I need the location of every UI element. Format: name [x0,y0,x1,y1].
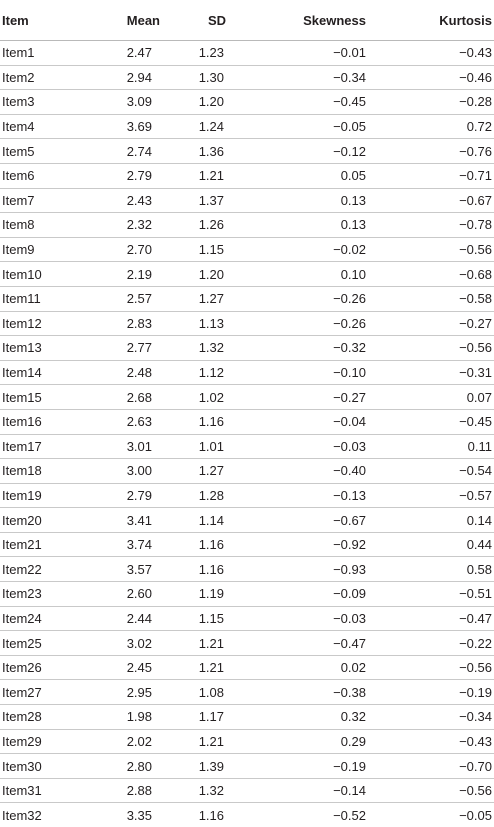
table-row [0,336,494,361]
header-item: Item [0,0,70,41]
cell-kurtosis: 0.14 [374,508,494,533]
cell-skewness: −0.03 [256,434,374,459]
cell-sd: 1.08 [160,680,256,705]
cell-skewness: −0.52 [256,803,374,827]
cell-sd: 1.24 [160,114,256,139]
cell-sd: 1.21 [160,631,256,656]
cell-skewness: 0.05 [256,163,374,188]
cell-sd: 1.21 [160,655,256,680]
cell-kurtosis: −0.05 [374,803,494,827]
table-row [0,582,494,607]
cell-sd: 1.28 [160,483,256,508]
cell-mean: 2.79 [70,163,160,188]
table-row [0,360,494,385]
cell-item: Item22 [0,557,70,582]
cell-item: Item6 [0,163,70,188]
cell-mean: 2.43 [70,188,160,213]
table-row [0,459,494,484]
cell-item: Item3 [0,90,70,115]
cell-skewness: −0.10 [256,360,374,385]
cell-mean: 2.74 [70,139,160,164]
cell-kurtosis: −0.56 [374,237,494,262]
table-body [0,41,494,827]
cell-skewness: 0.10 [256,262,374,287]
cell-sd: 1.16 [160,557,256,582]
table-row [0,606,494,631]
cell-item: Item23 [0,582,70,607]
header-sd: SD [160,0,256,41]
table-row [0,778,494,803]
cell-kurtosis: 0.58 [374,557,494,582]
cell-kurtosis: −0.45 [374,409,494,434]
cell-kurtosis: −0.58 [374,286,494,311]
cell-sd: 1.02 [160,385,256,410]
cell-item: Item25 [0,631,70,656]
cell-sd: 1.23 [160,41,256,66]
cell-skewness: −0.03 [256,606,374,631]
cell-skewness: −0.38 [256,680,374,705]
header-row [0,0,494,41]
table-row [0,729,494,754]
cell-mean: 2.80 [70,754,160,779]
table-row [0,483,494,508]
cell-sd: 1.36 [160,139,256,164]
cell-kurtosis: −0.70 [374,754,494,779]
cell-skewness: −0.40 [256,459,374,484]
table-row [0,385,494,410]
cell-mean: 2.83 [70,311,160,336]
cell-kurtosis: −0.57 [374,483,494,508]
table-row [0,90,494,115]
cell-sd: 1.21 [160,163,256,188]
cell-item: Item5 [0,139,70,164]
cell-item: Item27 [0,680,70,705]
table-row [0,311,494,336]
cell-skewness: −0.32 [256,336,374,361]
cell-skewness: −0.47 [256,631,374,656]
table-row [0,754,494,779]
cell-kurtosis: −0.56 [374,655,494,680]
cell-mean: 3.69 [70,114,160,139]
cell-sd: 1.27 [160,459,256,484]
cell-mean: 2.63 [70,409,160,434]
table-row [0,557,494,582]
cell-item: Item32 [0,803,70,827]
cell-sd: 1.15 [160,237,256,262]
table-row [0,237,494,262]
cell-skewness: −0.27 [256,385,374,410]
cell-skewness: −0.26 [256,286,374,311]
cell-item: Item26 [0,655,70,680]
cell-sd: 1.14 [160,508,256,533]
table-header [0,0,494,41]
cell-sd: 1.12 [160,360,256,385]
cell-skewness: −0.04 [256,409,374,434]
cell-kurtosis: −0.22 [374,631,494,656]
cell-sd: 1.30 [160,65,256,90]
cell-mean: 2.19 [70,262,160,287]
cell-item: Item15 [0,385,70,410]
cell-sd: 1.39 [160,754,256,779]
cell-sd: 1.20 [160,262,256,287]
cell-kurtosis: 0.72 [374,114,494,139]
cell-mean: 3.35 [70,803,160,827]
cell-skewness: −0.05 [256,114,374,139]
cell-sd: 1.19 [160,582,256,607]
cell-mean: 3.57 [70,557,160,582]
cell-kurtosis: −0.56 [374,336,494,361]
cell-item: Item13 [0,336,70,361]
cell-skewness: −0.92 [256,532,374,557]
table-row [0,705,494,730]
cell-skewness: −0.45 [256,90,374,115]
header-mean: Mean [70,0,160,41]
cell-kurtosis: −0.76 [374,139,494,164]
cell-item: Item16 [0,409,70,434]
cell-sd: 1.15 [160,606,256,631]
table-row [0,213,494,238]
table-row [0,532,494,557]
cell-sd: 1.26 [160,213,256,238]
cell-kurtosis: 0.44 [374,532,494,557]
cell-skewness: −0.12 [256,139,374,164]
cell-skewness: −0.13 [256,483,374,508]
cell-kurtosis: −0.27 [374,311,494,336]
cell-item: Item19 [0,483,70,508]
header-kurtosis: Kurtosis [374,0,494,41]
cell-skewness: −0.09 [256,582,374,607]
table-row [0,114,494,139]
cell-sd: 1.20 [160,90,256,115]
cell-mean: 2.44 [70,606,160,631]
cell-kurtosis: −0.34 [374,705,494,730]
cell-kurtosis: 0.07 [374,385,494,410]
table-row [0,65,494,90]
table-row [0,680,494,705]
cell-item: Item14 [0,360,70,385]
table-row [0,409,494,434]
cell-item: Item9 [0,237,70,262]
cell-item: Item17 [0,434,70,459]
cell-skewness: 0.13 [256,188,374,213]
cell-mean: 2.70 [70,237,160,262]
cell-mean: 3.01 [70,434,160,459]
cell-mean: 2.94 [70,65,160,90]
cell-mean: 2.77 [70,336,160,361]
cell-skewness: 0.29 [256,729,374,754]
cell-mean: 3.02 [70,631,160,656]
cell-mean: 2.45 [70,655,160,680]
cell-sd: 1.16 [160,409,256,434]
cell-skewness: 0.32 [256,705,374,730]
cell-mean: 2.60 [70,582,160,607]
cell-item: Item1 [0,41,70,66]
cell-item: Item2 [0,65,70,90]
cell-skewness: −0.67 [256,508,374,533]
cell-sd: 1.32 [160,778,256,803]
cell-kurtosis: −0.71 [374,163,494,188]
table-row [0,188,494,213]
cell-item: Item31 [0,778,70,803]
cell-kurtosis: −0.78 [374,213,494,238]
cell-skewness: −0.14 [256,778,374,803]
cell-skewness: −0.93 [256,557,374,582]
cell-sd: 1.27 [160,286,256,311]
cell-kurtosis: −0.28 [374,90,494,115]
cell-sd: 1.16 [160,803,256,827]
cell-item: Item12 [0,311,70,336]
cell-sd: 1.16 [160,532,256,557]
cell-mean: 2.68 [70,385,160,410]
cell-item: Item21 [0,532,70,557]
header-skewness: Skewness [256,0,374,41]
table-row [0,139,494,164]
cell-sd: 1.21 [160,729,256,754]
table-row [0,655,494,680]
cell-item: Item18 [0,459,70,484]
table-row [0,163,494,188]
cell-item: Item24 [0,606,70,631]
cell-sd: 1.01 [160,434,256,459]
cell-mean: 2.88 [70,778,160,803]
cell-kurtosis: −0.43 [374,41,494,66]
cell-kurtosis: −0.67 [374,188,494,213]
cell-sd: 1.17 [160,705,256,730]
cell-skewness: −0.26 [256,311,374,336]
cell-mean: 1.98 [70,705,160,730]
table-row [0,286,494,311]
cell-kurtosis: 0.11 [374,434,494,459]
cell-item: Item4 [0,114,70,139]
cell-item: Item8 [0,213,70,238]
table-row [0,631,494,656]
cell-skewness: −0.01 [256,41,374,66]
table-row [0,508,494,533]
cell-skewness: 0.02 [256,655,374,680]
cell-skewness: −0.19 [256,754,374,779]
cell-mean: 2.02 [70,729,160,754]
cell-kurtosis: −0.54 [374,459,494,484]
cell-mean: 2.47 [70,41,160,66]
table-row [0,803,494,827]
cell-kurtosis: −0.47 [374,606,494,631]
cell-mean: 2.95 [70,680,160,705]
cell-skewness: −0.34 [256,65,374,90]
cell-item: Item7 [0,188,70,213]
cell-kurtosis: −0.19 [374,680,494,705]
cell-kurtosis: −0.68 [374,262,494,287]
cell-kurtosis: −0.51 [374,582,494,607]
table-row [0,41,494,66]
cell-item: Item11 [0,286,70,311]
cell-mean: 2.79 [70,483,160,508]
cell-sd: 1.37 [160,188,256,213]
cell-kurtosis: −0.46 [374,65,494,90]
cell-item: Item29 [0,729,70,754]
cell-kurtosis: −0.56 [374,778,494,803]
cell-mean: 3.41 [70,508,160,533]
cell-kurtosis: −0.31 [374,360,494,385]
cell-mean: 3.09 [70,90,160,115]
cell-item: Item10 [0,262,70,287]
cell-mean: 3.00 [70,459,160,484]
cell-skewness: 0.13 [256,213,374,238]
cell-mean: 2.32 [70,213,160,238]
table-row [0,262,494,287]
table-row [0,434,494,459]
cell-kurtosis: −0.43 [374,729,494,754]
cell-sd: 1.32 [160,336,256,361]
cell-sd: 1.13 [160,311,256,336]
cell-item: Item28 [0,705,70,730]
cell-item: Item20 [0,508,70,533]
cell-item: Item30 [0,754,70,779]
cell-mean: 2.57 [70,286,160,311]
cell-mean: 3.74 [70,532,160,557]
cell-skewness: −0.02 [256,237,374,262]
cell-mean: 2.48 [70,360,160,385]
